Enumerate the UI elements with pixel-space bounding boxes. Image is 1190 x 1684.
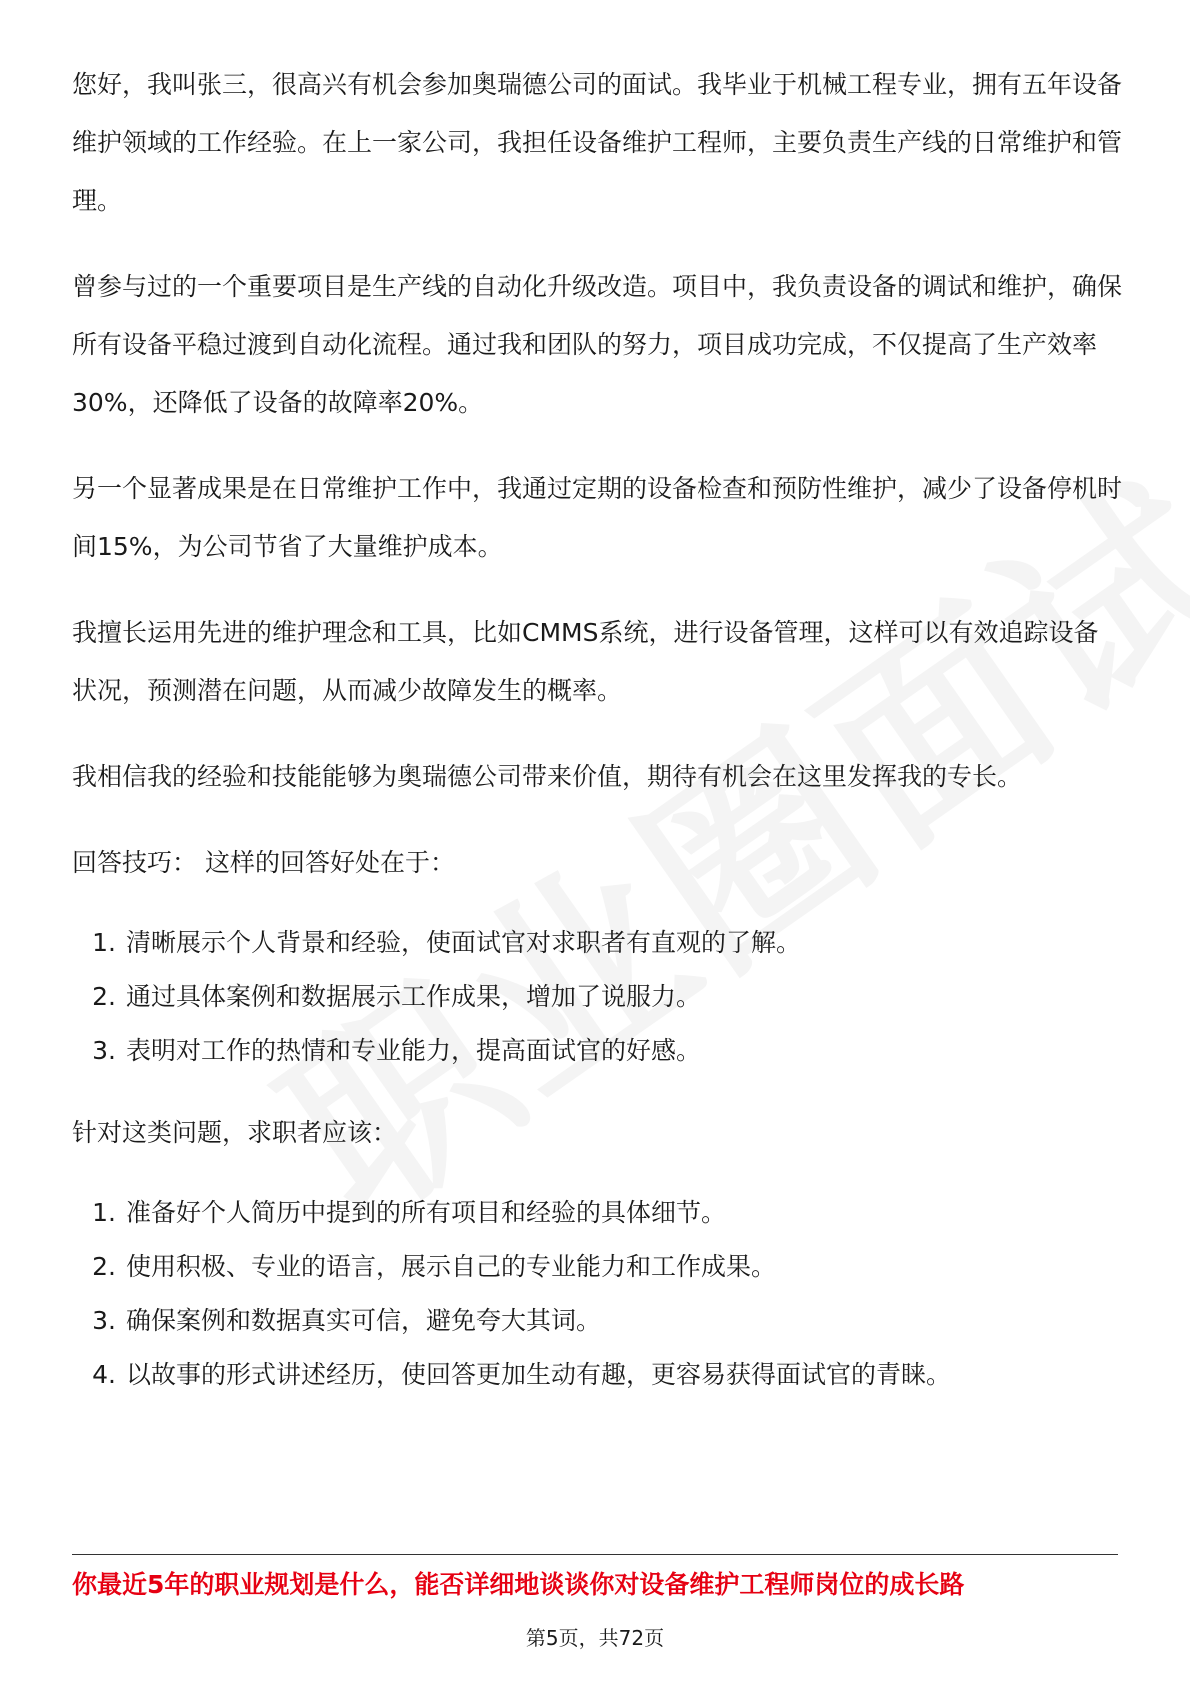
- list-item-text: 准备好个人简历中提到的所有项目和经验的具体细节。: [126, 1198, 727, 1227]
- advice-heading: 针对这类问题，求职者应该：: [72, 1118, 398, 1147]
- list-item: [72, 1186, 1122, 1240]
- list-item-text: 通过具体案例和数据展示工作成果，增加了说服力。: [126, 982, 702, 1011]
- list-number: 3.: [92, 1306, 116, 1335]
- list-item-text: 以故事的形式讲述经历，使回答更加生动有趣，更容易获得面试官的青睐。: [126, 1360, 952, 1389]
- document-body: [72, 56, 1122, 1428]
- list-number: 1.: [92, 928, 116, 957]
- tips-list: [72, 916, 1122, 1078]
- list-item: [72, 1294, 1122, 1348]
- list-item-text: 表明对工作的热情和专业能力，提高面试官的好感。: [126, 1036, 702, 1065]
- list-number: 2.: [92, 1252, 116, 1281]
- intro-paragraph-5: 我相信我的经验和技能能够为奥瑞德公司带来价值，期待有机会在这里发挥我的专长。: [72, 762, 1023, 791]
- list-number: 2.: [92, 982, 116, 1011]
- tips-heading: 回答技巧： 这样的回答好处在于：: [72, 848, 455, 877]
- advice-list: [72, 1186, 1122, 1402]
- page-number: 第5页，共72页: [525, 1626, 665, 1650]
- next-question-heading: 你最近5年的职业规划是什么，能否详细地谈谈你对设备维护工程师岗位的成长路: [72, 1570, 965, 1599]
- intro-paragraph-4: 我擅长运用先进的维护理念和工具，比如CMMS系统，进行设备管理，这样可以有效追踪设备状况，预测潜在问题，从而减少故障发生的概率。: [72, 618, 1099, 705]
- list-item-text: 使用积极、专业的语言，展示自己的专业能力和工作成果。: [126, 1252, 777, 1281]
- list-item: [72, 1024, 1122, 1078]
- list-number: 3.: [92, 1036, 116, 1065]
- list-number: 4.: [92, 1360, 116, 1389]
- list-item: [72, 1348, 1122, 1402]
- list-item: [72, 916, 1122, 970]
- list-item-text: 清晰展示个人背景和经验，使面试官对求职者有直观的了解。: [126, 928, 802, 957]
- section-divider: [72, 1554, 1118, 1555]
- intro-paragraph-2: 曾参与过的一个重要项目是生产线的自动化升级改造。项目中，我负责设备的调试和维护，确保所有设备平稳过渡到自动化流程。通过我和团队的努力，项目成功完成，不仅提高了生产效率30%，还降低了设备的故障率20%。: [72, 272, 1123, 417]
- list-item: [72, 970, 1122, 1024]
- list-item-text: 确保案例和数据真实可信，避免夸大其词。: [126, 1306, 602, 1335]
- list-number: 1.: [92, 1198, 116, 1227]
- intro-paragraph-1: 您好，我叫张三，很高兴有机会参加奥瑞德公司的面试。我毕业于机械工程专业，拥有五年设备维护领域的工作经验。在上一家公司，我担任设备维护工程师，主要负责生产线的日常维护和管理。: [72, 70, 1123, 215]
- intro-paragraph-3: 另一个显著成果是在日常维护工作中，我通过定期的设备检查和预防性维护，减少了设备停机时间15%，为公司节省了大量维护成本。: [72, 474, 1123, 561]
- list-item: [72, 1240, 1122, 1294]
